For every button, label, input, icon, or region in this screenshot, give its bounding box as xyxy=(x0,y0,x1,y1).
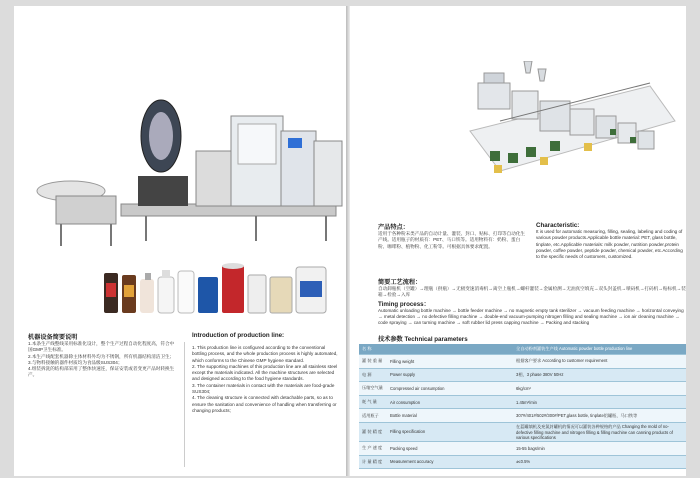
table-title: 技术参数 Technical parameters xyxy=(378,336,468,343)
cn-item: 3.与物料接触的器件材质均为食品级SUS304； xyxy=(28,359,123,365)
cn-characteristic-text: 适用于各种粉末类产品的自动计量、灌装、封口、贴标、打印等自动化生产线。适用瓶子的材质有：PET、马口铁等。适用物料有：奶粉、蛋白粉、咖啡粉、植物粉、化工粉等。可根据具体要求配置。 xyxy=(378,231,526,249)
cn-heading: 机器设备简要说明 xyxy=(28,334,78,341)
table-row xyxy=(359,382,686,396)
row-cn: 适用瓶子 xyxy=(359,409,387,423)
row-value: 15-55 bags/min xyxy=(513,441,686,455)
row-value: 1.45m³/min xyxy=(513,395,686,409)
cn-item: 4.组装拆洗的结构部采用了整体快速连，保证安装或者变更产品时转换生产。 xyxy=(28,366,175,378)
en-heading: Introduction of production line: xyxy=(192,332,285,339)
table-row xyxy=(359,455,686,469)
table-row xyxy=(359,395,686,409)
en-item: 4. The cleaning structure is connected with detachable parts, so as to ensure the sanitation and convenience of handling when transferring or changing products; xyxy=(192,395,337,413)
row-en: Bottle material xyxy=(387,409,513,423)
table-header-cell: 名 称 xyxy=(359,344,387,355)
row-en: Filling weight xyxy=(387,355,513,369)
row-cn: 压缩空气量 xyxy=(359,382,387,396)
table-header-cell: 全自动粉剂灌装生产线 Automatic powder bottle production line xyxy=(513,344,686,355)
en-item: 1. This production line is configured according to the conventional bottling process, and the whole production process is highly automated, which conforms to the Chinese GMP hygiene standard. xyxy=(192,345,338,363)
row-cn: 灌 装 重 量 xyxy=(359,355,387,369)
process-heading: 简要工艺流程： xyxy=(378,279,422,286)
left-page xyxy=(14,6,346,476)
row-en: Air consumption xyxy=(387,395,513,409)
row-en: Packing speed xyxy=(387,441,513,455)
row-cn: 电 源 xyxy=(359,368,387,382)
row-value: 3相，3 phase 380V 50Hz xyxy=(513,368,686,382)
row-value: 根据客户要求 According to customer requirement xyxy=(513,355,686,369)
table-row xyxy=(359,441,686,455)
row-value: 6kg/cm² xyxy=(513,382,686,396)
timing-text: Automatic unloading bottle machine → bottle feeder machine → no magnetic empty tank sterilizer → vacuum feeding machine → horizontal conveying → metal detection → no defective filling machine → double-end vacuum-pumping nitrogen filling and sealing machine → ion air cleaning machine → code spraying → can turning machine → soft rubber lid press capping machine → Packing and stacking xyxy=(378,307,684,326)
row-cn: 耗 气 量 xyxy=(359,395,387,409)
en-item: 2. The supporting machines of this production line are all stainless steel except the materials indicated. All the machine structures are selected and designed according to the food hygiene standards. xyxy=(192,363,338,382)
row-en: Filling specification xyxy=(387,422,513,441)
en-characteristic-heading: Characteristic: xyxy=(536,222,580,229)
product-containers xyxy=(104,261,334,316)
process-cn-text: 自动卸瓶机（空罐）→理瓶（供瓶）→无极变速消毒机→离空上瓶机→螺杆灌装→金属检测→无油真空填充→双头封盖机→喷码机→打码机→贴标机→装箱→检验→入库 xyxy=(378,286,686,298)
right-page xyxy=(350,6,686,476)
en-item: 3. The container materials in contact with the materials are food-grade SUS304; xyxy=(192,382,335,395)
table-header-row xyxy=(359,344,686,355)
table-row xyxy=(359,422,686,441)
row-en: Measurement accuracy xyxy=(387,455,513,469)
row-en: Compressed air consumption xyxy=(387,382,513,396)
plant-layout-illustration xyxy=(460,61,680,206)
row-cn: 灌 装 精 度 xyxy=(359,422,387,441)
cn-item: 1.本条生产线整线采用标准化设计，整个生产过程自动化程度高，符合中国GMP卫生标准。 xyxy=(28,341,175,353)
cn-characteristic-heading: 产品特点： xyxy=(378,224,409,231)
table-row xyxy=(359,368,686,382)
row-value: 在蓝罐填机及充氮封罐机的情况可以灌装各种规格的产品 Changing the mold of no-defective filling machine and nitrogen filling & filling machine can canning products of various specifications xyxy=(513,422,686,441)
column-divider xyxy=(184,342,185,467)
table-header-cell xyxy=(387,344,513,355)
technical-parameters-table xyxy=(359,344,686,469)
cn-item: 2.本生产线配套机器除主体材料外均为不锈钢，所有机器结构清洁卫生； xyxy=(28,353,175,359)
row-cn: 生 产 速 度 xyxy=(359,441,387,455)
row-value: ±≤0.5% xyxy=(513,455,686,469)
en-characteristic-text: It is used for automatic measuring, filling, sealing, labeling and coding of various powder products.Applicable bottle material: PET, glass bottle, tinplate, etc.Applicable materials: milk powder, nutrition powder,protein powder, coffee powder, peptide powder, chemical powder, etc.According to the specific needs of customers, customized. xyxy=(536,229,683,260)
row-en: Power supply xyxy=(387,368,513,382)
timing-heading: Timing process： xyxy=(378,300,430,308)
row-value: 307#/401#/502#/300#/PET,glass bottle, tinplate铝罐瓶、马口铁等 xyxy=(513,409,686,423)
table-row xyxy=(359,355,686,369)
table-row xyxy=(359,409,686,423)
production-line-illustration xyxy=(26,96,346,256)
row-cn: 计 量 精 度 xyxy=(359,455,387,469)
